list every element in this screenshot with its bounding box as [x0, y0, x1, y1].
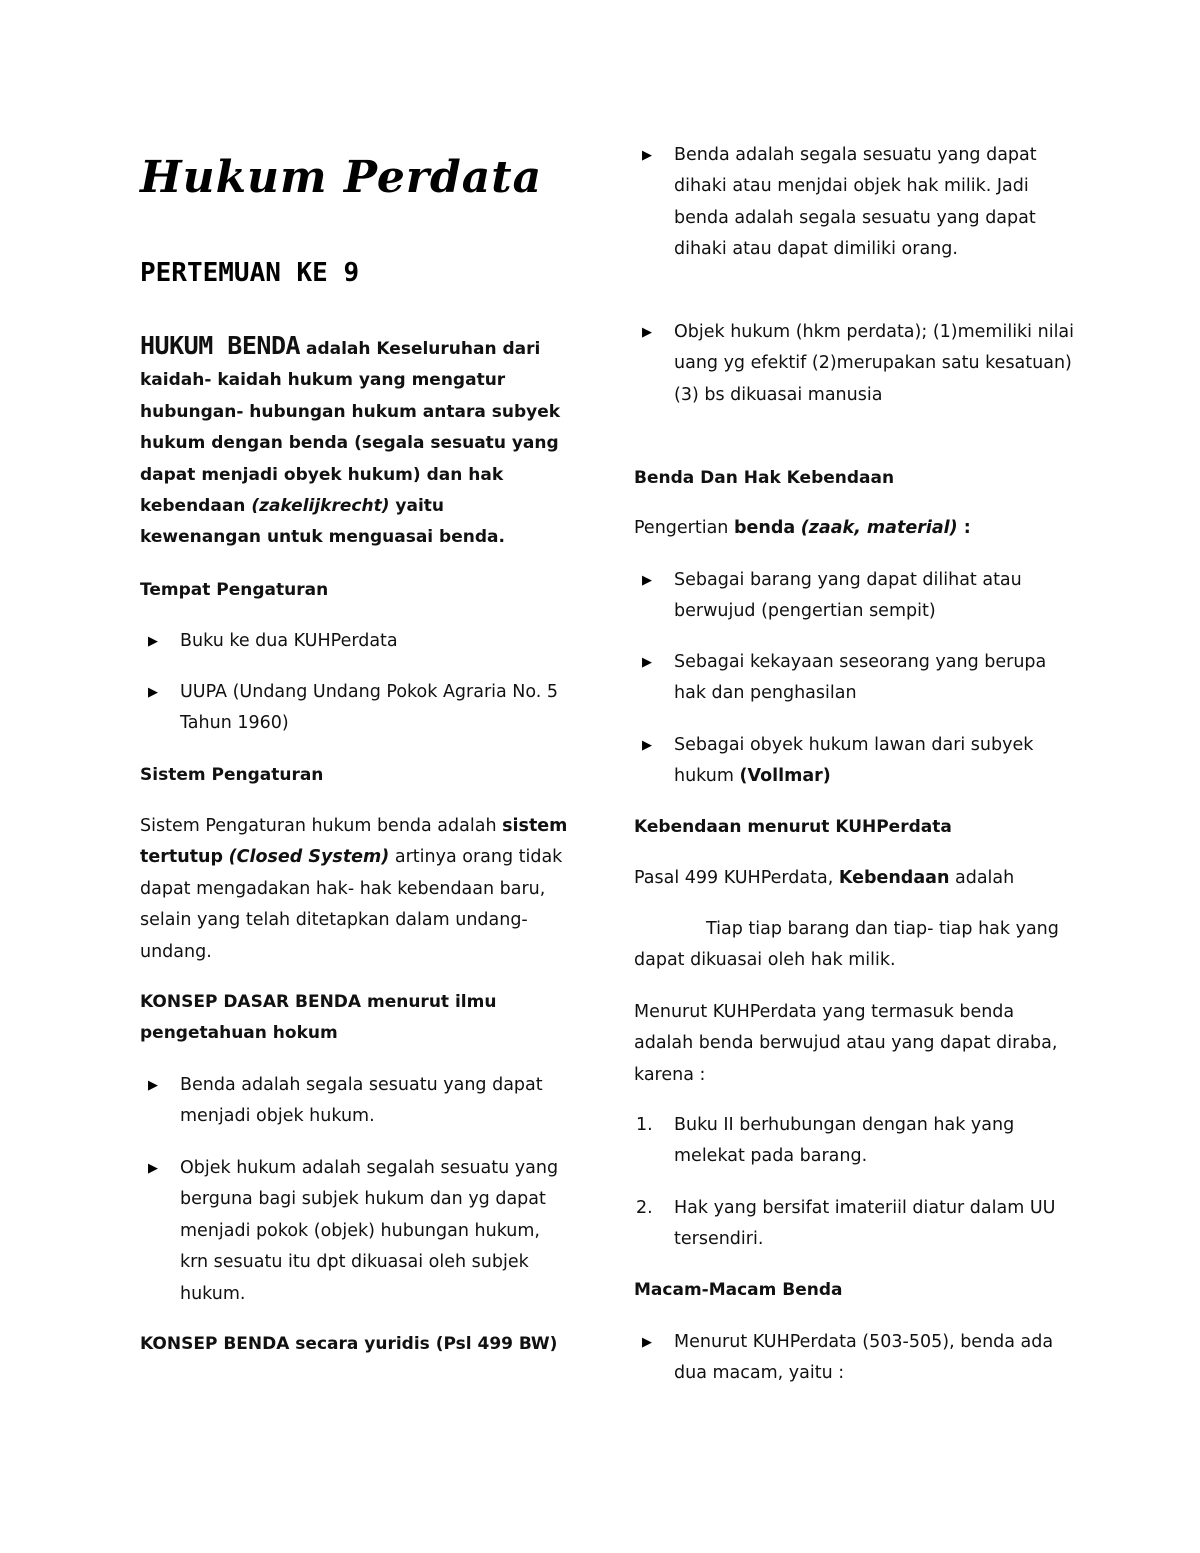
triangle-right-icon: ▶	[642, 148, 652, 163]
list-item: ▶ Menurut KUHPerdata (503-505), benda ada dua macam, yaitu :	[674, 1327, 1074, 1390]
macam-heading: Macam-Macam Benda	[634, 1280, 843, 1300]
sistem-paragraph: Sistem Pengaturan hukum benda adalah sistem tertutup (Closed System) artinya orang tidak dapat mengadakan hak- hak kebendaan baru, selain yang telah ditetapkan dalam undang-undang.	[140, 816, 568, 962]
list-item: ▶ Objek hukum (hkm perdata); (1)memiliki nilai uang yg efektif (2)merupakan satu kesatuan) (3) bs dikuasai manusia	[674, 317, 1074, 411]
benda-hak-heading: Benda Dan Hak Kebendaan	[634, 468, 895, 488]
list-item: ▶ Sebagai kekayaan seseorang yang berupa hak dan penghasilan	[674, 647, 1074, 710]
tempat-heading: Tempat Pengaturan	[140, 580, 329, 600]
pasal-paragraph: Pasal 499 KUHPerdata, Kebendaan adalah	[634, 868, 1015, 888]
intro-text-a: adalah Keseluruhan dari kaidah- kaidah hukum yang mengatur hubungan- hubungan hukum antara subyek hukum dengan benda (segala sesuatu yang dapat menjadi obyek hukum) dan hak kebendaan	[140, 339, 561, 517]
document-subtitle: PERTEMUAN KE 9	[140, 258, 360, 288]
triangle-right-icon: ▶	[642, 325, 652, 340]
quote-paragraph: Tiap tiap barang dan tiap- tiap hak yang dapat dikuasai oleh hak milik.	[634, 919, 1059, 971]
list-item: ▶ Buku ke dua KUHPerdata	[180, 626, 560, 657]
list-item: ▶ UUPA (Undang Undang Pokok Agraria No. 5 Tahun 1960)	[180, 677, 560, 740]
triangle-right-icon: ▶	[148, 685, 158, 700]
list-item: ▶ Sebagai barang yang dapat dilihat atau berwujud (pengertian sempit)	[674, 565, 1074, 628]
triangle-right-icon: ▶	[148, 1161, 158, 1176]
list-item: ▶ Benda adalah segala sesuatu yang dapat dihaki atau menjdai objek hak milik. Jadi benda adalah segala sesuatu yang dapat dihaki atau dapat dimiliki orang.	[674, 140, 1074, 266]
triangle-right-icon: ▶	[148, 634, 158, 649]
triangle-right-icon: ▶	[148, 1078, 158, 1093]
intro-term-italic: (zakelijkrecht)	[251, 496, 390, 517]
intro-text-b: yaitu kewenangan untuk menguasai benda.	[140, 496, 505, 548]
intro-term: HUKUM BENDA	[140, 331, 301, 360]
document-title: Hukum Perdata	[140, 152, 543, 203]
triangle-right-icon: ▶	[642, 738, 652, 753]
list-item: ▶ Sebagai obyek hukum lawan dari subyek hukum (Vollmar)	[674, 730, 1074, 793]
menurut-paragraph: Menurut KUHPerdata yang termasuk benda adalah benda berwujud atau yang dapat diraba, karena :	[634, 1002, 1058, 1085]
list-item: 2. Hak yang bersifat imateriil diatur dalam UU tersendiri.	[636, 1198, 1056, 1250]
triangle-right-icon: ▶	[642, 655, 652, 670]
list-item: 1. Buku II berhubungan dengan hak yang melekat pada barang.	[636, 1115, 1015, 1167]
triangle-right-icon: ▶	[642, 1335, 652, 1350]
list-item: ▶ Benda adalah segala sesuatu yang dapat menjadi objek hukum.	[180, 1070, 560, 1133]
sistem-heading: Sistem Pengaturan	[140, 765, 324, 785]
pengertian-paragraph: Pengertian benda (zaak, material) :	[634, 518, 971, 538]
triangle-right-icon: ▶	[642, 573, 652, 588]
list-item: ▶ Objek hukum adalah segalah sesuatu yang berguna bagi subjek hukum dan yg dapat menjadi pokok (objek) hubungan hukum, krn sesuatu itu dpt dikuasai oleh subjek hukum.	[180, 1153, 560, 1310]
kebendaan-heading: Kebendaan menurut KUHPerdata	[634, 817, 952, 837]
intro-paragraph	[140, 330, 570, 554]
konsep-yuridis-heading: KONSEP BENDA secara yuridis (Psl 499 BW)	[140, 1334, 558, 1354]
konsep-dasar-heading: KONSEP DASAR BENDA menurut ilmu pengetahuan hokum	[140, 992, 497, 1044]
